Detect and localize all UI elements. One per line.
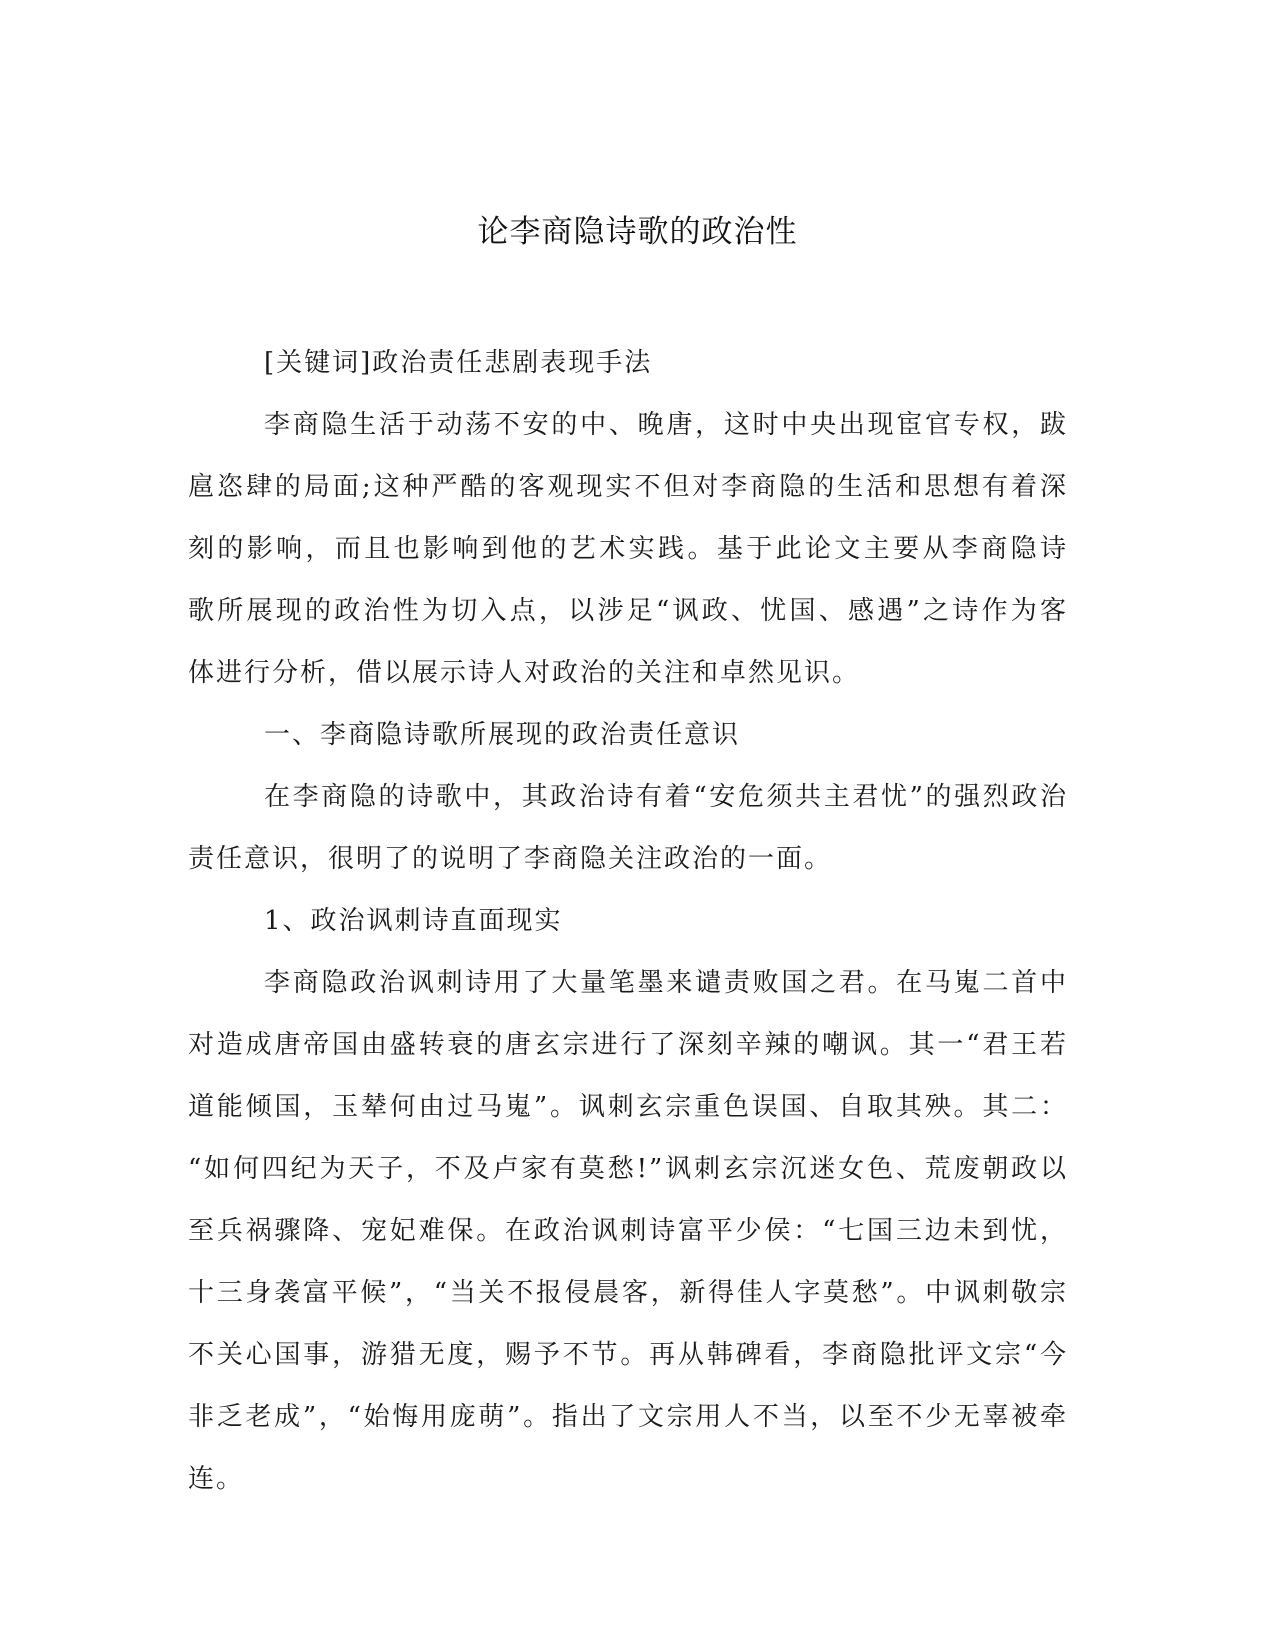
paragraph-line: 对造成唐帝国由盛转衰的唐玄宗进行了深刻辛辣的嘲讽。其一“君王若 bbox=[188, 1030, 1068, 1060]
paragraph-line: 在李商隐的诗歌中，其政治诗有着“安危须共主君忧”的强烈政治 bbox=[264, 782, 1068, 812]
paragraph-line: 非乏老成”，“始悔用庞萌”。指出了文宗用人不当，以至不少无辜被牵 bbox=[188, 1402, 1068, 1432]
paragraph-line: 李商隐生活于动荡不安的中、晚唐，这时中央出现宦官专权，跋 bbox=[264, 410, 1068, 440]
paragraph-line: 连。 bbox=[188, 1464, 245, 1494]
paragraph-line: “如何四纪为天子，不及卢家有莫愁!”讽刺玄宗沉迷女色、荒废朝政以 bbox=[188, 1154, 1068, 1184]
document-body bbox=[188, 332, 1068, 1510]
paragraph-line: 扈恣肆的局面;这种严酷的客观现实不但对李商隐的生活和思想有着深 bbox=[188, 472, 1068, 502]
keywords-line: [关键词]政治责任悲剧表现手法 bbox=[264, 348, 653, 378]
paragraph-line: 责任意识，很明了的说明了李商隐关注政治的一面。 bbox=[188, 844, 833, 874]
paragraph-line: 李商隐政治讽刺诗用了大量笔墨来谴责败国之君。在马嵬二首中 bbox=[264, 968, 1068, 998]
paragraph-line: 十三身袭富平候”，“当关不报侵晨客，新得佳人字莫愁”。中讽刺敬宗 bbox=[188, 1278, 1068, 1308]
paragraph-line: 歌所展现的政治性为切入点，以涉足“讽政、忧国、感遇”之诗作为客 bbox=[188, 596, 1068, 626]
paragraph-line: 不关心国事，游猎无度，赐予不节。再从韩碑看，李商隐批评文宗“今 bbox=[188, 1340, 1068, 1370]
subsection-heading: 1、政治讽刺诗直面现实 bbox=[264, 906, 563, 936]
paragraph-line: 道能倾国，玉辇何由过马嵬”。讽刺玄宗重色误国、自取其殃。其二： bbox=[188, 1092, 1068, 1122]
paragraph-line: 刻的影响，而且也影响到他的艺术实践。基于此论文主要从李商隐诗 bbox=[188, 534, 1068, 564]
section-heading: 一、李商隐诗歌所展现的政治责任意识 bbox=[264, 720, 741, 750]
paragraph-line: 体进行分析，借以展示诗人对政治的关注和卓然见识。 bbox=[188, 658, 861, 688]
document-title: 论李商隐诗歌的政治性 bbox=[477, 214, 798, 250]
paragraph-line: 至兵祸骤降、宠妃难保。在政治讽刺诗富平少侯：“七国三边未到忧， bbox=[188, 1216, 1068, 1246]
